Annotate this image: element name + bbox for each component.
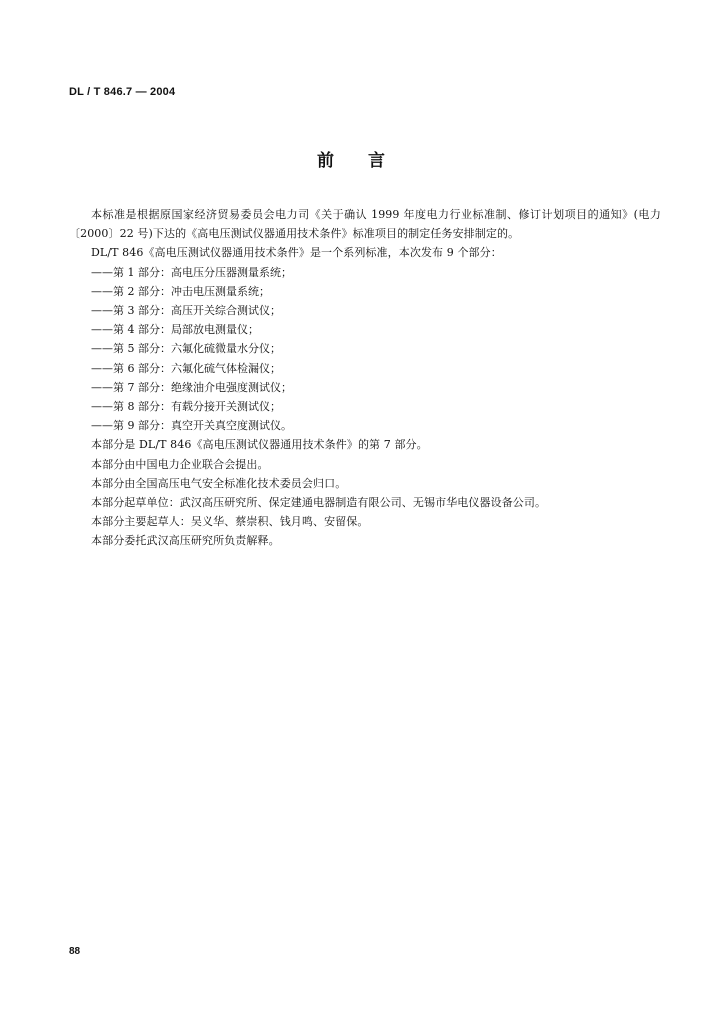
closing-paragraph-4: 本部分起草单位：武汉高压研究所、保定建通电器制造有限公司、无锡市华电仪器设备公司。	[91, 496, 547, 510]
foreword-body	[69, 205, 661, 551]
part-list-item-3: ——第 3 部分：高压开关综合测试仪；	[91, 304, 281, 318]
part-list-item-9: ——第 9 部分：真空开关真空度测试仪。	[91, 419, 292, 433]
page-number: 88	[69, 946, 81, 957]
part-list-item-8: ——第 8 部分：有载分接开关测试仪；	[91, 400, 281, 414]
standard-code-header: DL / T 846.7 — 2004	[69, 86, 176, 98]
closing-paragraph-3: 本部分由全国高压电气安全标准化技术委员会归口。	[91, 476, 347, 490]
closing-paragraph-6: 本部分委托武汉高压研究所负责解释。	[91, 534, 280, 548]
part-list-item-7: ——第 7 部分：绝缘油介电强度测试仪；	[91, 380, 292, 394]
closing-paragraph-1: 本部分是 DL/T 846《高电压测试仪器通用技术条件》的第 7 部分。	[91, 438, 428, 452]
closing-paragraph-2: 本部分由中国电力企业联合会提出。	[91, 457, 269, 471]
part-list-item-5: ——第 5 部分：六氟化硫微量水分仪；	[91, 342, 281, 356]
intro-paragraph-1: 本标准是根据原国家经济贸易委员会电力司《关于确认 1999 年度电力行业标准制、修订计划项目的通知》(电力〔2000〕22 号)下达的《高电压测试仪器通用技术条件》标准项目的制定任务安排制定的。	[69, 208, 661, 241]
part-list-item-1: ——第 1 部分：高电压分压器测量系统；	[91, 265, 292, 279]
part-list-item-4: ——第 4 部分：局部放电测量仪；	[91, 323, 259, 337]
part-list-item-2: ——第 2 部分：冲击电压测量系统；	[91, 284, 270, 298]
intro-paragraph-2: DL/T 846《高电压测试仪器通用技术条件》是一个系列标准，本次发布 9 个部分：	[91, 246, 502, 260]
page-title: 前言	[317, 151, 419, 171]
closing-paragraph-5: 本部分主要起草人：吴义华、蔡崇积、钱月鸣、安留保。	[91, 515, 369, 529]
part-list-item-6: ——第 6 部分：六氟化硫气体检漏仪；	[91, 361, 281, 375]
